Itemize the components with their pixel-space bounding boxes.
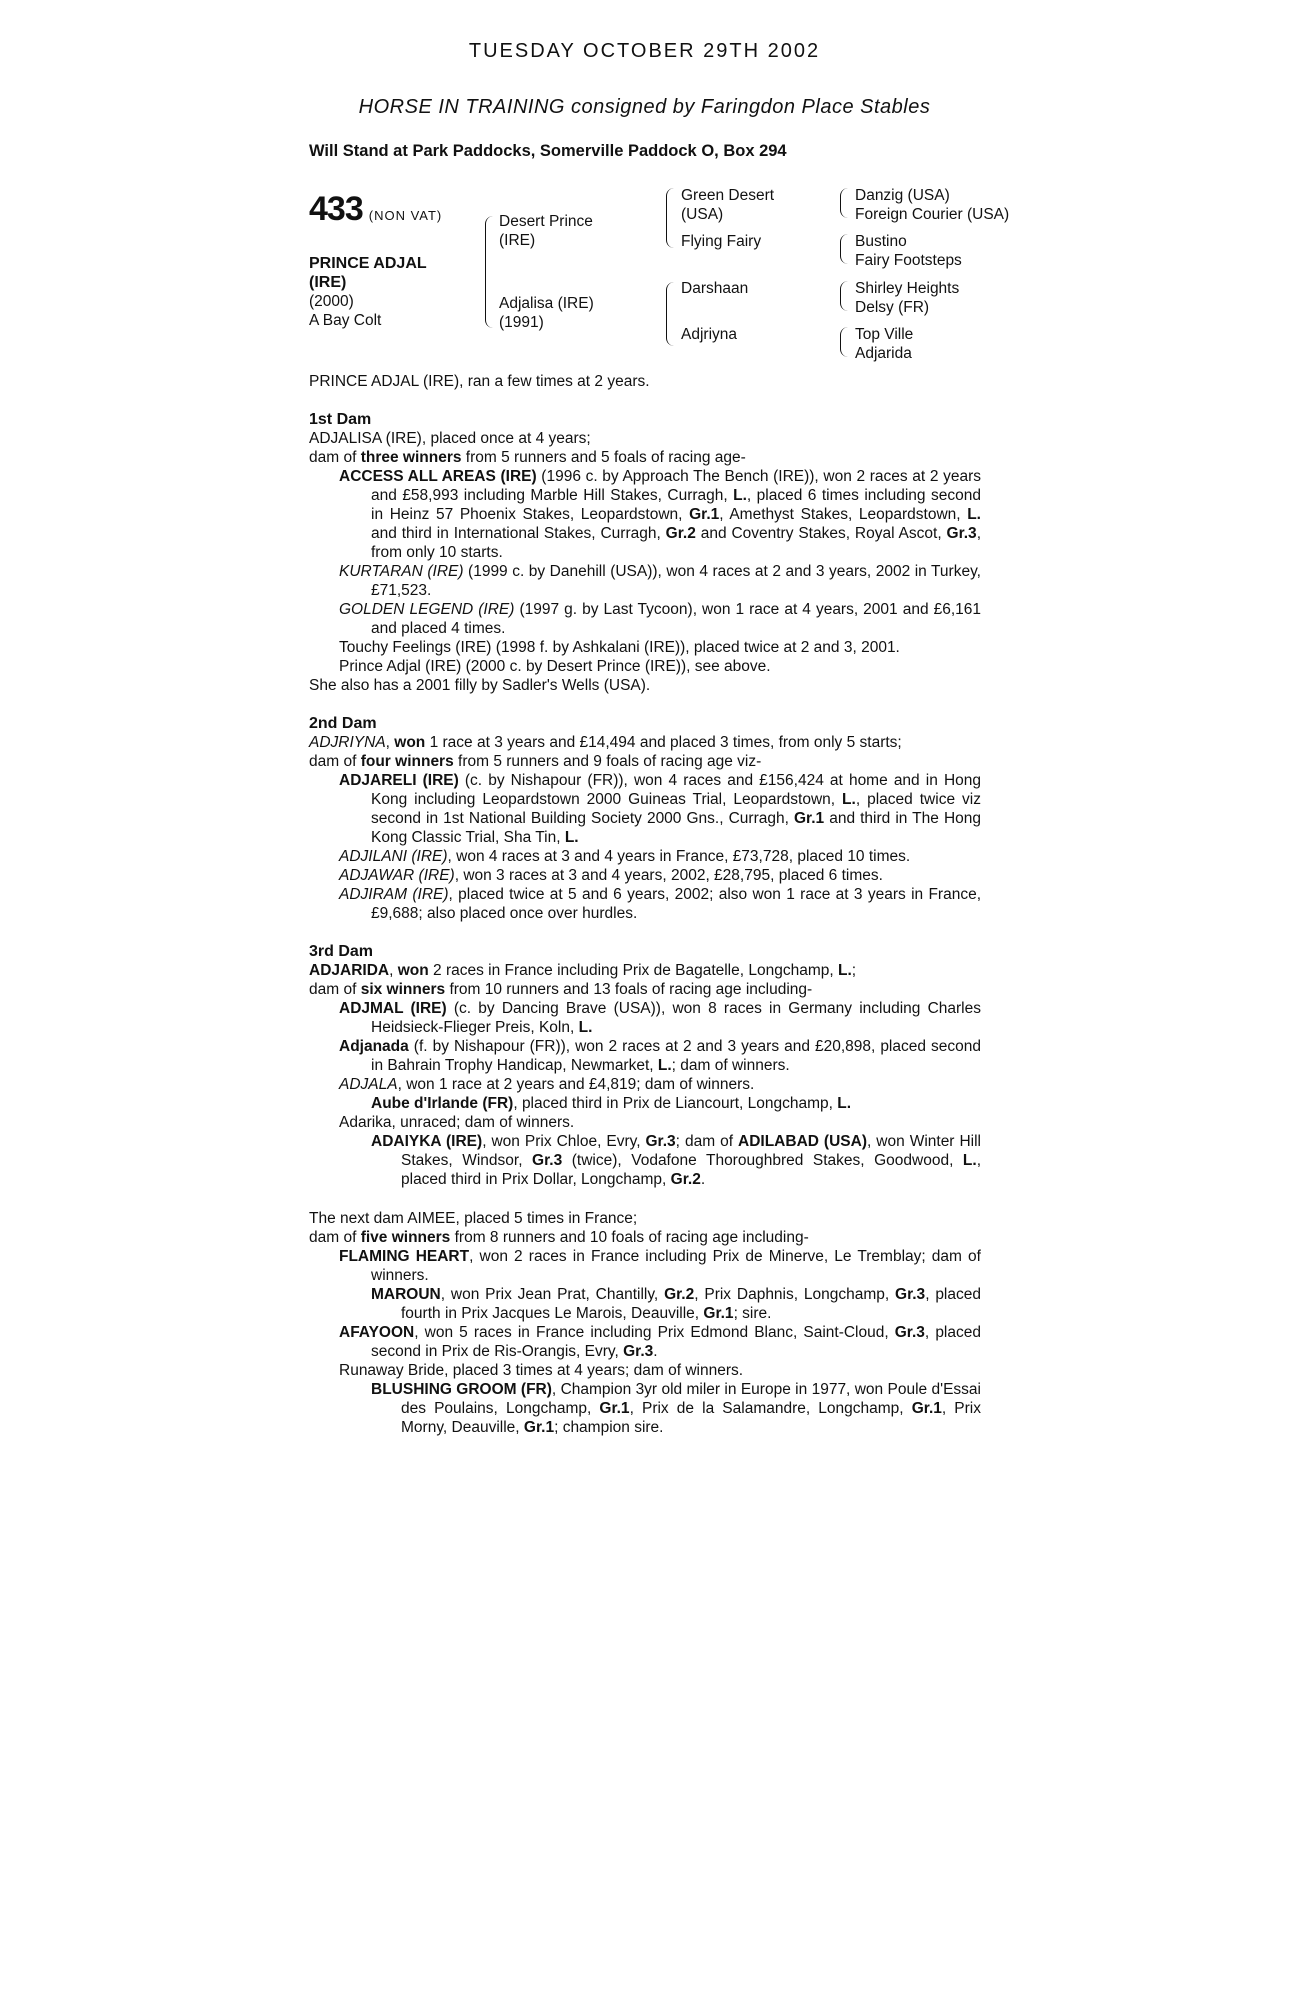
group-tag: Gr.3 — [946, 525, 977, 542]
text: , won 3 races at 3 and 4 years, 2002, £28,795, placed 6 times. — [454, 867, 883, 884]
text: dam of — [309, 981, 361, 998]
first-dam-line2 — [309, 448, 981, 467]
produce-name: AFAYOON — [339, 1324, 415, 1341]
listed-tag: L. — [564, 829, 579, 846]
text: , from only 10 starts. — [371, 525, 981, 561]
text: and third in The Hong Kong Classic Trial, Sha Tin, — [371, 810, 982, 846]
pedigree-sire — [499, 212, 593, 250]
second-dam-line1 — [309, 733, 981, 752]
produce-entry — [309, 1247, 981, 1285]
text: ; sire. — [733, 1305, 772, 1322]
text: (twice), Vodafone Thoroughbred Stakes, Goodwood, — [562, 1152, 963, 1169]
pedigree-dsd: Delsy (FR) — [855, 299, 930, 316]
winner-count: five winners — [360, 1229, 451, 1246]
first-dam-section — [309, 410, 981, 695]
produce-entry — [309, 885, 981, 923]
group-tag: Gr.1 — [793, 810, 825, 827]
produce-entry — [309, 600, 981, 638]
text: from 5 runners and 9 foals of racing age viz- — [453, 753, 762, 770]
group-tag: Gr.1 — [689, 506, 720, 523]
horse-name-line2: (IRE) — [309, 274, 347, 291]
horse-name-line1: PRINCE ADJAL — [309, 255, 427, 272]
foaling-year: (2000) — [309, 293, 354, 310]
pedigree-sds: Bustino — [855, 233, 907, 250]
group-tag: Gr.3 — [645, 1133, 676, 1150]
first-dam-note: She also has a 2001 filly by Sadler's Wells (USA). — [309, 677, 651, 694]
horse-summary: PRINCE ADJAL (IRE), ran a few times at 2 years. — [309, 373, 650, 390]
text: (1996 c. by Approach The Bench (IRE)), won 2 races at 2 years and £58,993 including Marble Hill Stakes, Curragh, — [371, 468, 981, 504]
pedigree-brace-3a — [840, 188, 851, 218]
listed-tag: L. — [733, 487, 747, 504]
sire-name: Desert Prince — [499, 213, 593, 230]
horse-identity — [309, 254, 469, 330]
produce-name: ACCESS ALL AREAS (IRE) — [339, 468, 537, 485]
pedigree-ssd: Foreign Courier (USA) — [855, 206, 1010, 223]
text: ; champion sire. — [554, 1419, 664, 1436]
pedigree-brace-3b — [840, 234, 851, 264]
text: and Coventry Stakes, Royal Ascot, — [695, 525, 947, 542]
group-tag: Gr.2 — [670, 1171, 701, 1188]
pedigree-sss: Danzig (USA) — [855, 187, 950, 204]
produce-entry: Runaway Bride, placed 3 times at 4 years; dam of winners. — [339, 1362, 744, 1379]
text: , won Prix Chloe, Evry, — [482, 1133, 646, 1150]
dam-name: ADJRIYNA — [309, 734, 386, 751]
group-tag: Gr.2 — [665, 525, 696, 542]
produce-entry — [309, 562, 981, 600]
winner-count: six winners — [360, 981, 446, 998]
produce-entry — [309, 1094, 981, 1113]
produce-name: ADJALA — [339, 1076, 398, 1093]
listed-tag: L. — [842, 791, 856, 808]
third-dam-line2 — [309, 980, 981, 999]
dam-name: Adjalisa (IRE) — [499, 295, 594, 312]
produce-entry: Touchy Feelings (IRE) (1998 f. by Ashkalani (IRE)), placed twice at 2 and 3, 2001. — [339, 639, 900, 656]
consignment-line: HORSE IN TRAINING consigned by Faringdon Place Stables — [358, 96, 931, 118]
produce-name: ADJILANI (IRE) — [339, 848, 448, 865]
listed-tag: L. — [578, 1019, 593, 1036]
produce-entry — [309, 1380, 981, 1437]
group-tag: Gr.3 — [532, 1152, 563, 1169]
text: (1999 c. by Danehill (USA)), won 4 races at 2 and 3 years, 2002 in Turkey, £71,523. — [371, 563, 981, 599]
text: (f. by Nishapour (FR)), won 2 races at 2 and 3 years and £20,898, placed second in Bahrain Trophy Handicap, Newmarket, — [371, 1038, 981, 1074]
text: , — [389, 962, 398, 979]
produce-name: ADAIYKA (IRE) — [371, 1133, 483, 1150]
produce-name: Adjanada — [339, 1038, 409, 1055]
produce-entry — [309, 467, 981, 562]
produce-entry — [309, 847, 981, 866]
pedigree-sire-sire — [681, 186, 774, 224]
produce-entry — [309, 1037, 981, 1075]
stand-location: Will Stand at Park Paddocks, Somerville Paddock O, Box 294 — [309, 142, 787, 160]
text: 1 race at 3 years and £14,494 and placed 3 times, from only 5 starts; — [425, 734, 902, 751]
text: dam of — [309, 449, 361, 466]
dam-name: ADJARIDA — [309, 962, 390, 979]
next-dam-line2 — [309, 1228, 981, 1247]
produce-entry: Adarika, unraced; dam of winners. — [339, 1114, 575, 1131]
listed-tag: L. — [967, 506, 981, 523]
produce-name: ADJARELI (IRE) — [339, 772, 459, 789]
ss-name: Green Desert — [681, 187, 775, 204]
text: (c. by Nishapour (FR)), won 4 races and £156,424 at home and in Hong Kong including Leopardstown 2000 Guineas Trial, Leopardstown, — [371, 772, 981, 808]
second-dam-section — [309, 714, 981, 923]
winner-count: three winners — [360, 449, 462, 466]
pedigree-brace-3d — [840, 327, 851, 357]
third-dam-line1 — [309, 961, 981, 980]
text: from 5 runners and 5 foals of racing age- — [461, 449, 746, 466]
text: from 8 runners and 10 foals of racing age including- — [450, 1229, 809, 1246]
produce-entry — [309, 999, 981, 1037]
text: , placed second in Prix de Ris-Orangis, Evry, — [371, 1324, 981, 1360]
pedigree-dam-dam: Adjriyna — [681, 326, 737, 343]
text: , Prix de la Salamandre, Longchamp, — [629, 1400, 912, 1417]
group-tag: Gr.1 — [523, 1419, 555, 1436]
third-dam-section — [309, 942, 981, 1189]
dam-year: (1991) — [499, 314, 544, 331]
group-tag: Gr.1 — [703, 1305, 734, 1322]
second-dam-heading: 2nd Dam — [309, 715, 377, 732]
sale-date: TUESDAY OCTOBER 29TH 2002 — [468, 40, 821, 62]
text: , placed twice at 5 and 6 years, 2002; also won 1 race at 3 years in France, £9,688; also placed once over hurdles. — [371, 886, 981, 922]
text: , won 4 races at 3 and 4 years in France, £73,728, placed 10 times. — [447, 848, 911, 865]
next-dam-section — [309, 1209, 981, 1437]
text: and third in International Stakes, Curragh, — [371, 525, 666, 542]
listed-tag: L. — [657, 1057, 672, 1074]
listed-tag: L. — [962, 1152, 977, 1169]
group-tag: Gr.1 — [911, 1400, 942, 1417]
group-tag: Gr.2 — [664, 1286, 695, 1303]
produce-name: ADJIRAM (IRE) — [339, 886, 449, 903]
produce-name: FLAMING HEART — [339, 1248, 470, 1265]
produce-entry — [309, 1323, 981, 1361]
text: won — [394, 734, 426, 751]
group-tag: Gr.3 — [894, 1324, 925, 1341]
text: , placed third in Prix de Liancourt, Longchamp, — [513, 1095, 838, 1112]
text: ; dam of winners. — [671, 1057, 790, 1074]
text: , won Prix Jean Prat, Chantilly, — [440, 1286, 665, 1303]
sire-origin: (IRE) — [499, 232, 536, 249]
listed-tag: L. — [837, 962, 852, 979]
text: , placed twice viz second in 1st National Building Society 2000 Gns., Curragh, — [371, 791, 981, 827]
pedigree-dam-sire: Darshaan — [681, 280, 749, 297]
group-tag: Gr.3 — [623, 1343, 654, 1360]
text: 2 races in France including Prix de Bagatelle, Longchamp, — [428, 962, 838, 979]
text: from 10 runners and 13 foals of racing age including- — [445, 981, 813, 998]
vat-status: (NON VAT) — [368, 208, 443, 223]
pedigree-brace-2b — [666, 282, 677, 346]
text: (1997 g. by Last Tycoon), won 1 race at 4 years, 2001 and £6,161 and placed 4 times. — [371, 601, 981, 637]
third-dam-heading: 3rd Dam — [309, 943, 374, 960]
produce-name: Aube d'Irlande (FR) — [371, 1095, 514, 1112]
pedigree-brace-2a — [666, 188, 677, 248]
produce-name: BLUSHING GROOM (FR) — [371, 1381, 552, 1398]
lot-header — [309, 190, 442, 229]
produce-name: ADJAWAR (IRE) — [339, 867, 455, 884]
produce-entry — [309, 1132, 981, 1189]
produce-name: KURTARAN (IRE) — [339, 563, 464, 580]
produce-entry — [309, 1075, 981, 1094]
text: (c. by Dancing Brave (USA)), won 8 races in Germany including Charles Heidsieck-Flieger Preis, Koln, — [371, 1000, 981, 1036]
produce-name: ADJMAL (IRE) — [339, 1000, 447, 1017]
text: , Champion 3yr old miler in Europe in 1977, won Poule d'Essai des Poulains, Longchamp, — [401, 1381, 981, 1417]
pedigree-sdd: Fairy Footsteps — [855, 252, 962, 269]
lot-number: 433 — [309, 190, 363, 228]
text: , won Winter Hill Stakes, Windsor, — [401, 1133, 981, 1169]
text: , placed third in Prix Dollar, Longchamp, — [401, 1152, 981, 1188]
produce-name: GOLDEN LEGEND (IRE) — [339, 601, 515, 618]
produce-entry — [309, 1285, 981, 1323]
pedigree-brace-1 — [485, 216, 496, 328]
winner-count: four winners — [360, 753, 454, 770]
next-dam-line1: The next dam AIMEE, placed 5 times in France; — [309, 1210, 638, 1227]
first-dam-line1: ADJALISA (IRE), placed once at 4 years; — [309, 430, 591, 447]
text: , won 1 race at 2 years and £4,819; dam of winners. — [397, 1076, 755, 1093]
text: . — [653, 1343, 658, 1360]
produce-name: ADILABAD (USA) — [738, 1133, 867, 1150]
listed-tag: L. — [837, 1095, 852, 1112]
text: , placed 6 times including second in Heinz 57 Phoenix Stakes, Leopardstown, — [371, 487, 981, 523]
pedigree-dds: Top Ville — [855, 326, 914, 343]
text: , Amethyst Stakes, Leopardstown, — [719, 506, 968, 523]
text: , won 5 races in France including Prix Edmond Blanc, Saint-Cloud, — [414, 1324, 895, 1341]
text: , Prix Morny, Deauville, — [401, 1400, 981, 1436]
text: dam of — [309, 753, 361, 770]
first-dam-heading: 1st Dam — [309, 411, 372, 428]
group-tag: Gr.1 — [599, 1400, 630, 1417]
ss-origin: (USA) — [681, 206, 724, 223]
text: , placed fourth in Prix Jacques Le Marois, Deauville, — [401, 1286, 981, 1322]
text: , won 2 races in France including Prix de Minerve, Le Tremblay; dam of winners. — [371, 1248, 981, 1284]
second-dam-line2 — [309, 752, 981, 771]
text: ; dam of — [675, 1133, 739, 1150]
text: dam of — [309, 1229, 361, 1246]
produce-entry: Prince Adjal (IRE) (2000 c. by Desert Prince (IRE)), see above. — [339, 658, 771, 675]
pedigree-ddd: Adjarida — [855, 345, 912, 362]
text: , Prix Daphnis, Longchamp, — [694, 1286, 896, 1303]
text: , — [385, 734, 395, 751]
text: won — [397, 962, 429, 979]
pedigree-brace-3c — [840, 281, 851, 311]
produce-entry — [309, 866, 981, 885]
produce-name: MAROUN — [371, 1286, 441, 1303]
text: . — [700, 1171, 706, 1188]
pedigree-sire-dam: Flying Fairy — [681, 233, 762, 250]
horse-description: A Bay Colt — [309, 312, 382, 329]
pedigree-dss: Shirley Heights — [855, 280, 960, 297]
pedigree-dam — [499, 294, 594, 332]
text: ; — [851, 962, 857, 979]
group-tag: Gr.3 — [895, 1286, 926, 1303]
produce-entry — [309, 771, 981, 847]
